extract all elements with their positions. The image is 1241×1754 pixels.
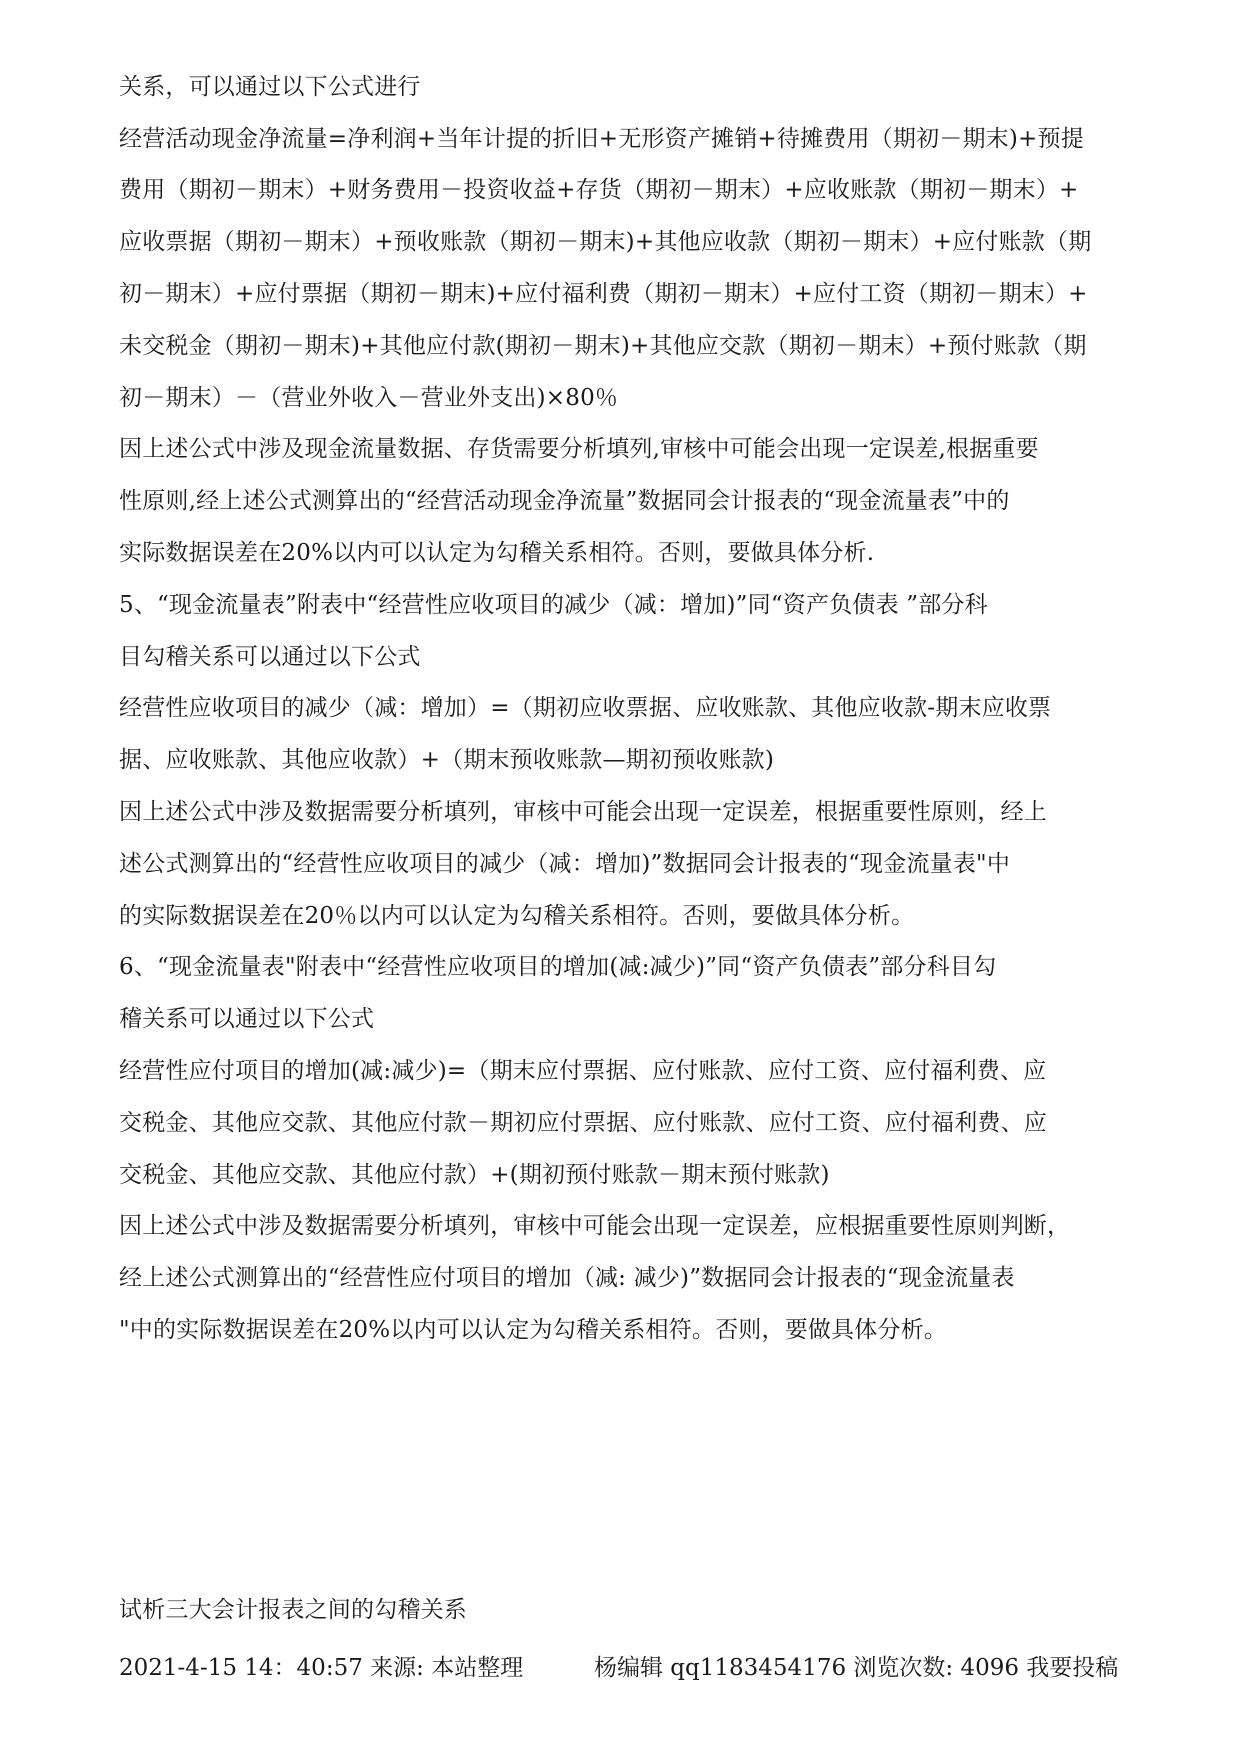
- text-line: 5、“现金流量表”附表中“经营性应收项目的减少（减：增加)”同“资产负债表 ”部分科: [119, 592, 988, 618]
- text-line: 实际数据误差在20%以内可以认定为勾稽关系相符。否则，要做具体分析.: [119, 540, 875, 566]
- article-title: 试析三大会计报表之间的勾稽关系: [119, 1597, 467, 1623]
- text-line: 的实际数据误差在20％以内可以认定为勾稽关系相符。否则，要做具体分析。: [119, 903, 915, 929]
- text-line: 初－期末）+应付票据（期初－期末)+应付福利费（期初－期末）+应付工资（期初－期末）+: [119, 281, 1088, 307]
- text-line: 应收票据（期初－期末）+预收账款（期初－期末)+其他应收款（期初－期末）+应付账款（期: [119, 229, 1092, 255]
- text-line: 经营性应付项目的增加(减:减少)=（期末应付票据、应付账款、应付工资、应付福利费、应: [119, 1058, 1047, 1084]
- text-line: 交税金、其他应交款、其他应付款）+(期初预付账款－期末预付账款): [119, 1162, 830, 1188]
- text-line: 述公式测算出的“经营性应收项目的减少（减：增加)”数据同会计报表的“现金流量表"中: [119, 851, 1011, 877]
- text-line: 性原则,经上述公式测算出的“经营活动现金净流量”数据同会计报表的“现金流量表”中的: [119, 488, 1010, 514]
- text-line: 费用（期初－期末）+财务费用－投资收益+存货（期初－期末）+应收账款（期初－期末）+: [119, 177, 1079, 203]
- text-line: 目勾稽关系可以通过以下公式: [119, 644, 421, 670]
- text-line: 因上述公式中涉及现金流量数据、存货需要分析填列,审核中可能会出现一定误差,根据重要: [119, 436, 1039, 462]
- text-line: 因上述公式中涉及数据需要分析填列，审核中可能会出现一定误差，应根据重要性原则判断，: [119, 1213, 1071, 1239]
- text-line: 经营性应收项目的减少（减：增加）=（期初应收票据、应收账款、其他应收款-期末应收票: [119, 695, 1052, 721]
- text-line: 未交税金（期初－期末)+其他应付款(期初－期末)+其他应交款（期初－期末）+预付账款（期: [119, 333, 1087, 359]
- text-line: 据、应收账款、其他应收款）+（期末预收账款—期初预收账款): [119, 747, 775, 773]
- text-line: 交税金、其他应交款、其他应付款－期初应付票据、应付账款、应付工资、应付福利费、应: [119, 1110, 1047, 1136]
- text-line: 经营活动现金净流量=净利润+当年计提的折旧+无形资产摊销+待摊费用（期初－期末)+预提: [119, 126, 1084, 152]
- article-editor-info: 杨编辑 qq1183454176 浏览次数: 4096 我要投稿: [594, 1655, 1119, 1681]
- text-line: 因上述公式中涉及数据需要分析填列，审核中可能会出现一定误差，根据重要性原则，经上: [119, 799, 1047, 825]
- article-datetime-source: 2021-4-15 14：40:57 来源: 本站整理: [119, 1655, 524, 1681]
- text-line: 6、“现金流量表"附表中“经营性应收项目的增加(减:减少)”同“资产负债表”部分科目勾: [119, 954, 997, 980]
- text-line: 初－期末）－（营业外收入－营业外支出)×80％: [119, 385, 619, 411]
- text-line: 经上述公式测算出的“经营性应付项目的增加（减: 减少)”数据同会计报表的“现金流量表: [119, 1265, 1015, 1291]
- text-line: "中的实际数据误差在20%以内可以认定为勾稽关系相符。否则，要做具体分析。: [119, 1317, 948, 1343]
- text-line: 稽关系可以通过以下公式: [119, 1006, 375, 1032]
- text-line: 关系，可以通过以下公式进行: [119, 74, 421, 100]
